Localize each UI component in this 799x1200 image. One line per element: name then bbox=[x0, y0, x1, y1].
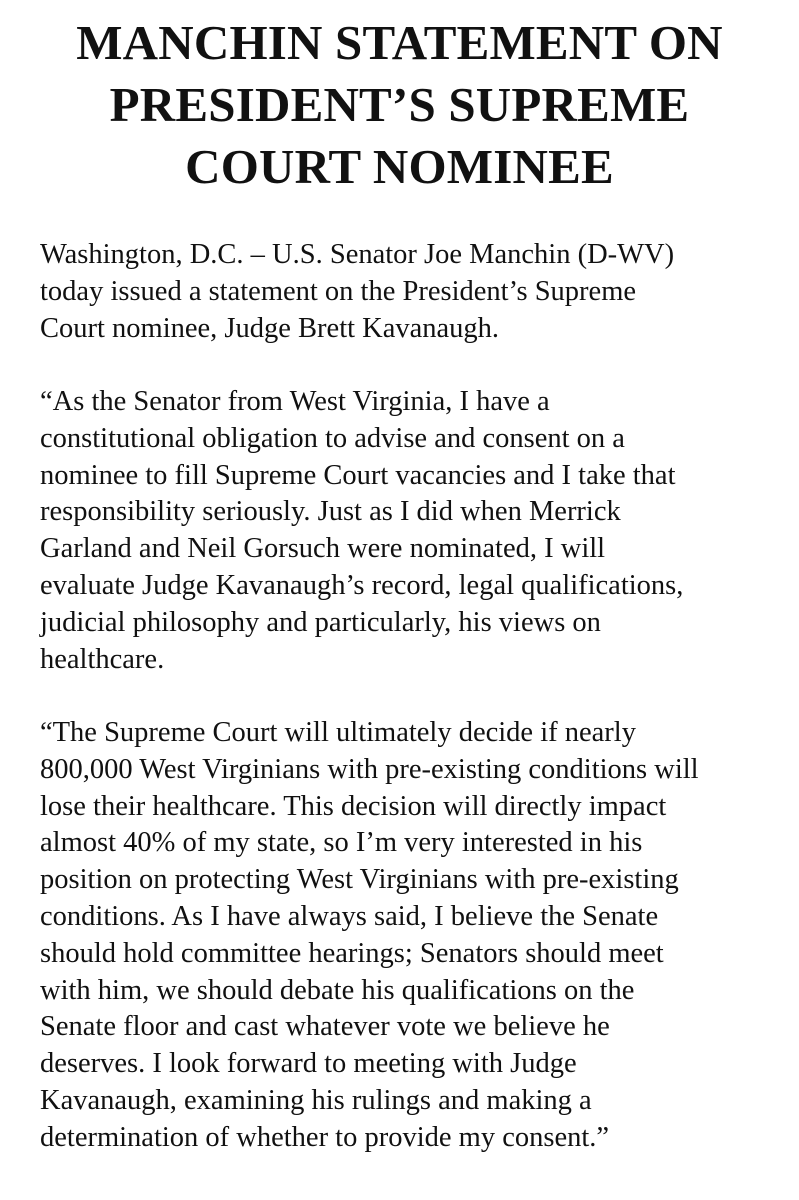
paragraph-line: “The Supreme Court will ultimately decide if nearly bbox=[40, 717, 636, 748]
title-line: PRESIDENT’S SUPREME bbox=[109, 77, 690, 132]
quote-paragraph-2 bbox=[40, 715, 799, 1157]
paragraph-line: healthcare. bbox=[40, 643, 165, 675]
paragraph-line: lose their healthcare. This decision will directly impact bbox=[40, 790, 667, 822]
paragraph-line: evaluate Judge Kavanaugh’s record, legal qualifications, bbox=[40, 569, 684, 601]
paragraph-line: Court nominee, Judge Brett Kavanaugh. bbox=[40, 312, 500, 344]
title-line: COURT NOMINEE bbox=[185, 139, 614, 194]
paragraph-line: Washington, D.C. – U.S. Senator Joe Manchin (D-WV) bbox=[40, 239, 675, 270]
paragraph-line: judicial philosophy and particularly, his views on bbox=[40, 606, 601, 638]
paragraph-line: nominee to fill Supreme Court vacancies and I take that bbox=[40, 459, 676, 491]
dateline-paragraph bbox=[40, 237, 799, 347]
paragraph-line: should hold committee hearings; Senators should meet bbox=[40, 937, 664, 969]
paragraph-line: Garland and Neil Gorsuch were nominated, I will bbox=[40, 533, 606, 565]
paragraph-line: 800,000 West Virginians with pre-existing conditions will bbox=[40, 753, 699, 785]
paragraph-line: position on protecting West Virginians with pre-existing bbox=[40, 864, 679, 896]
paragraph-line: responsibility seriously. Just as I did when Merrick bbox=[40, 496, 621, 528]
paragraph-line: “As the Senator from West Virginia, I have a bbox=[40, 386, 550, 417]
paragraph-line: determination of whether to provide my consent.” bbox=[40, 1121, 610, 1153]
page-title bbox=[20, 12, 779, 198]
paragraph-line: Senate floor and cast whatever vote we believe he bbox=[40, 1011, 610, 1043]
title-line: MANCHIN STATEMENT ON bbox=[76, 15, 723, 70]
paragraph-line: today issued a statement on the President’s Supreme bbox=[40, 275, 637, 307]
paragraph-line: conditions. As I have always said, I believe the Senate bbox=[40, 900, 659, 932]
paragraph-line: Kavanaugh, examining his rulings and making a bbox=[40, 1084, 592, 1116]
quote-paragraph-1 bbox=[40, 384, 799, 678]
paragraph-line: with him, we should debate his qualifications on the bbox=[40, 974, 635, 1006]
paragraph-line: almost 40% of my state, so I’m very interested in his bbox=[40, 827, 643, 859]
paragraph-line: constitutional obligation to advise and consent on a bbox=[40, 422, 625, 454]
paragraph-line: deserves. I look forward to meeting with Judge bbox=[40, 1048, 577, 1080]
